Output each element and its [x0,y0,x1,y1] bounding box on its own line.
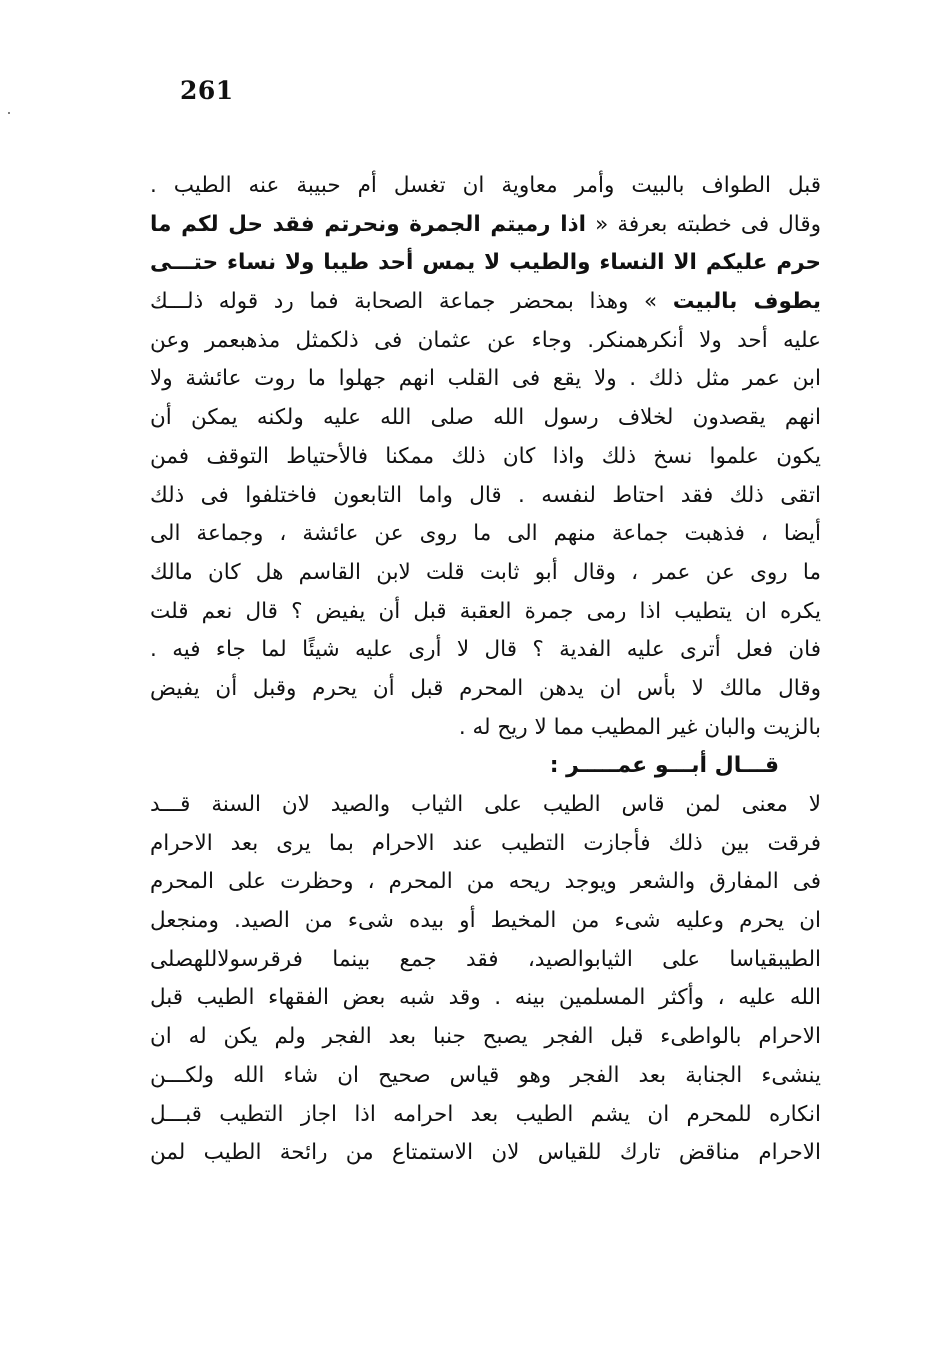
text-line [150,941,821,980]
text-line [150,360,821,399]
text-line [150,631,821,670]
text-segment: بالزيت والبان غير المطيب مما لا ريح له . [458,714,821,740]
text-segment: الاحرام مناقض تارك للقياس لان الاستمتاع من رائحة الطيب لمن [150,1140,821,1166]
text-segment: فان فعل أترى عليه الفدية ؟ قال لا أرى عليه شيئًا لما جاء فيه . [150,637,821,663]
page-body-text [150,167,821,1173]
text-segment: يكون علموا نسخ ذلك واذا كان ذلك ممكنا فالأحتياط التوقف فمن [150,443,821,469]
text-line [150,902,821,941]
text-segment: الاحرام بالواطىء قبل الفجر يصبح جنبا بعد الفجر ولم يكن له ان [150,1024,821,1050]
text-segment: أيضا ، فذهبت جماعة منهم الى ما روى عن عائشة ، وجماعة الى [150,521,821,547]
text-line [150,863,821,902]
text-line [150,1096,821,1135]
text-segment: فرقت بين ذلك فأجازت التطيب عند الاحرام بما يرى بعد الاحرام [150,830,821,856]
text-line [150,1018,821,1057]
text-segment: ما روى عن عمر ، وقال أبو ثابت قلت لابن القاسم هل كان مالك [150,559,821,585]
text-segment: انهم يقصدون لخلاف رسول الله صلى الله عليه ولكنه يمكن أن [150,405,821,431]
text-segment: يكره ان يتطيب اذا رمى جمرة العقبة قبل أن يفيض ؟ قال نعم قلت [150,598,821,624]
text-segment: عليه أحد ولا أنكرهمنكر. وجاء عن عثمان فى ذلكمثل مذهبعمر وعن [150,327,821,353]
text-segment: ينشىء الجنابة بعد الفجر وهو قياس صحيح ان شاء الله ولكـــن [150,1062,821,1088]
text-segment: ابن عمر مثل ذلك . ولا يقع فى القلب انهم جهلوا ما روت عائشة ولا [150,366,821,392]
text-segment: الطيبقياسا على الثيابوالصيد، فقد جمع بينما فرقرسولاللهصلى [150,946,821,972]
text-segment: فى المفارق والشعر ويوجد ريحه من المحرم ، وحظرت على المحرم [150,869,821,895]
text-line [150,515,821,554]
text-segment: لا معنى لمن قاس الطيب على الثياب والصيد لان السنة قـــد [150,792,821,817]
text-line [150,825,821,864]
text-segment: ان يحرم وعليه شىء من المخيط أو بيده شىء من الصيد. ومنجعل [150,908,821,934]
text-line [150,477,821,516]
bold-text-segment: يطوف بالبيت [672,289,821,315]
bold-text-segment: اذا رميتم الجمرة ونحرتم فقد حل لكم ما [150,211,587,237]
text-segment: انكاره للمحرم ان يشم الطيب بعد احرامه اذا اجاز التطيب قبـــل [150,1101,821,1127]
text-line [150,554,821,593]
text-segment: قبل الطواف بالبيت وأمر معاوية ان تغسل أم حبيبة عنه الطيب . [150,173,821,198]
bold-text-segment: حرم عليكم الا النساء والطيب لا يمس أحد طيبا ولا نساء حتـــى [150,250,821,276]
text-line [150,979,821,1018]
text-line [150,399,821,438]
text-line [150,438,821,477]
text-segment: اتقى ذلك فقد احتاط لنفسه . قال واما التابعون فاختلفوا فى ذلك [150,482,821,508]
text-segment: » وهذا بمحضر جماعة الصحابة فما رد قوله ذلـــك [150,289,673,315]
text-segment: الله عليه ، وأكثر المسلمين بينه . وقد شبه بعض الفقهاء الطيب قبل [150,985,821,1011]
bold-text-segment: قـــال أبـــو عمـــــر : [549,753,779,779]
text-segment: وقال فى خطبته بعرفة « [586,211,821,237]
text-segment: وقال مالك لا بأس ان يدهن المحرم قبل أن يحرم وقبل أن يفيض [150,675,821,701]
section-heading [150,747,821,786]
text-line [150,709,821,748]
text-line [150,206,821,245]
text-line [150,670,821,709]
text-line [150,593,821,632]
text-line [150,322,821,361]
text-line [150,244,821,283]
page-number: 261 [180,76,234,105]
text-line [150,1057,821,1096]
scan-speck [8,112,10,114]
text-line [150,283,821,322]
text-line [150,1134,821,1173]
text-line [150,167,821,206]
text-line [150,786,821,825]
